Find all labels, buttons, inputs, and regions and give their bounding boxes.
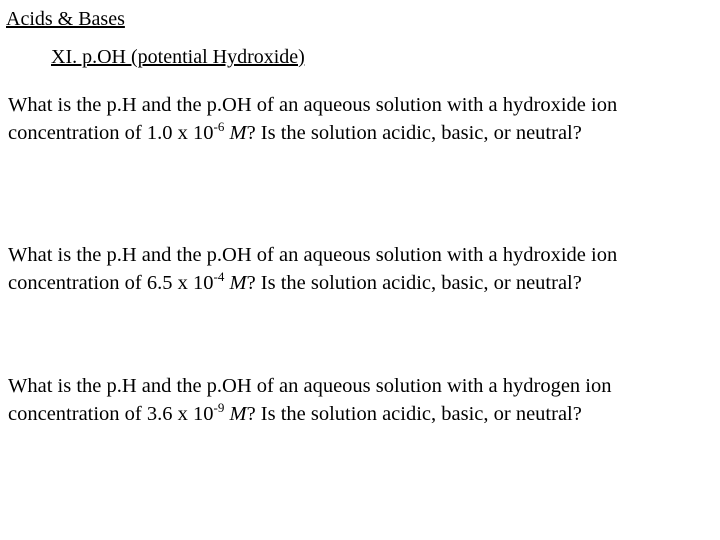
question-1 [8,91,714,149]
question-2-line-2 [8,269,714,299]
question-1-exponent: -6 [213,119,225,134]
question-2 [8,241,714,299]
question-2-concentration-prefix: concentration of 6.5 x 10 [8,272,214,294]
question-1-line-1: What is the p.H and the p.OH of an aqueous solution with a hydroxide ion [8,94,618,116]
question-1-unit: M [229,122,247,144]
course-title: Acids & Bases [6,8,125,30]
question-1-prompt: ? Is the solution acidic, basic, or neutral? [246,122,582,144]
question-3 [8,372,714,430]
question-1-concentration-prefix: concentration of 1.0 x 10 [8,122,214,144]
question-2-line-1: What is the p.H and the p.OH of an aqueous solution with a hydroxide ion [8,244,618,266]
question-2-unit: M [229,272,247,294]
section-title: XI. p.OH (potential Hydroxide) [51,46,305,68]
question-3-line-1: What is the p.H and the p.OH of an aqueous solution with a hydrogen ion [8,375,612,397]
question-3-prompt: ? Is the solution acidic, basic, or neutral? [246,403,582,425]
question-1-line-2 [8,119,714,149]
question-3-line-2 [8,400,714,430]
question-3-unit: M [229,403,247,425]
question-2-exponent: -4 [213,269,225,284]
question-3-concentration-prefix: concentration of 3.6 x 10 [8,403,214,425]
question-3-exponent: -9 [213,400,225,415]
question-2-prompt: ? Is the solution acidic, basic, or neutral? [246,272,582,294]
